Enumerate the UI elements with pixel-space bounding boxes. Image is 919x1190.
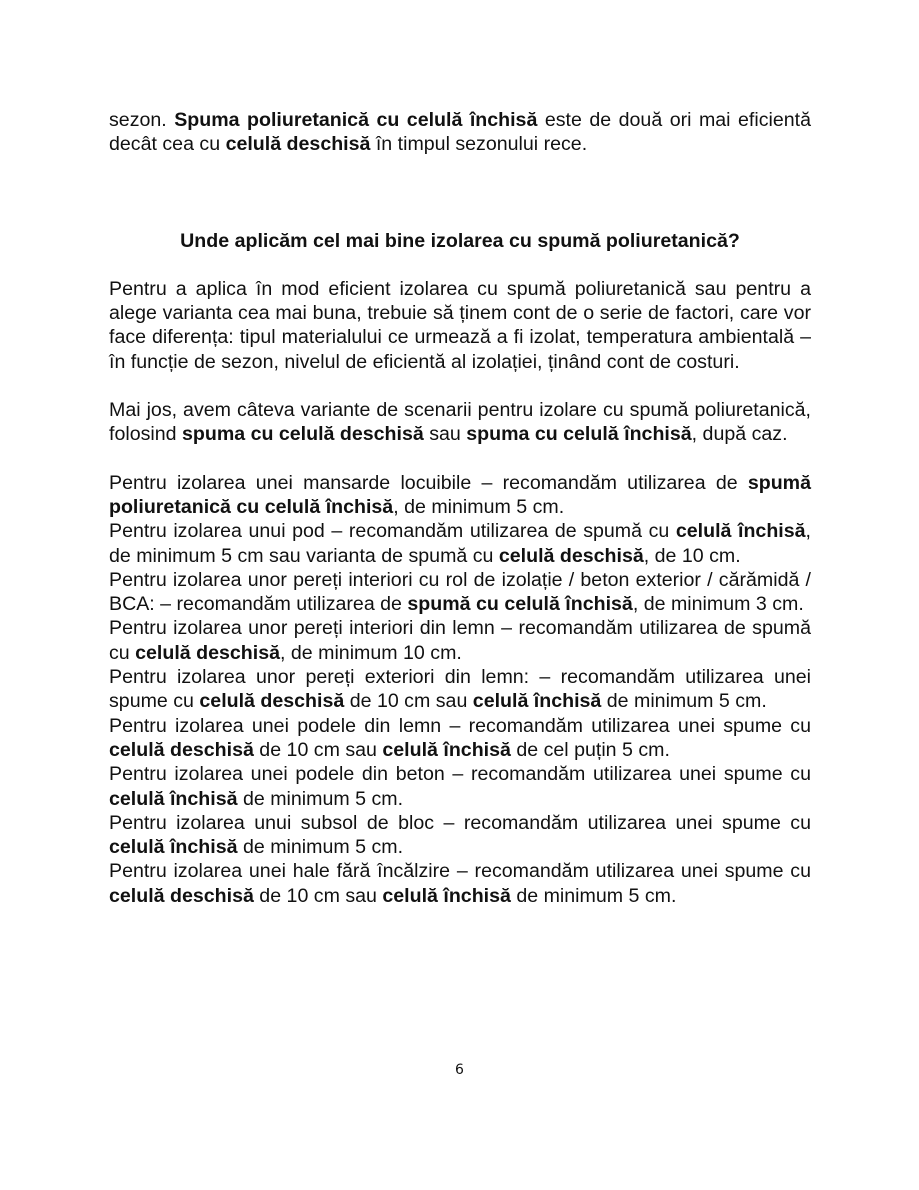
scenario-pereti-interiori-lemn — [109, 616, 811, 665]
text-run: de minimum 5 cm. — [510, 884, 677, 907]
text-run: de cel puțin 5 cm. — [510, 738, 670, 761]
text-run: Pentru izolarea unor pereți interiori cu rol de izolație / beton exterior / cărămidă / BCA: – recomandăm utilizarea de — [109, 568, 811, 616]
text-run: , de minimum 5 cm. — [393, 495, 565, 518]
bold-text-run: celulă închisă — [675, 520, 806, 543]
text-run: Pentru izolarea unui subsol de bloc – recomandăm utilizarea unei spume cu — [109, 811, 811, 834]
text-run: Pentru izolarea unei hale fără încălzire – recomandăm utilizarea unei spume cu — [109, 860, 811, 883]
text-run: , de minimum 3 cm. — [632, 593, 804, 616]
text-run: Pentru izolarea unor pereți exteriori din lemn: – recomandăm utilizarea unei spume cu — [109, 666, 811, 713]
scenario-mansarda — [109, 471, 811, 520]
bold-text-run: celulă deschisă — [225, 133, 371, 156]
text-run: , după caz. — [691, 423, 788, 446]
text-run: Pentru izolarea unor pereți interiori din lemn – recomandăm utilizarea de spumă cu — [109, 617, 811, 664]
text-run: de minimum 5 cm. — [601, 690, 767, 713]
intro-paragraph — [109, 108, 811, 157]
bold-text-run: spuma cu celulă deschisă — [181, 423, 424, 446]
factors-paragraph — [109, 277, 811, 374]
section-heading: Unde aplicăm cel mai bine izolarea cu spumă poliuretanică? — [180, 229, 740, 252]
scenario-subsol-bloc — [109, 811, 811, 860]
bold-text-run: celulă închisă — [109, 787, 238, 810]
text-run: de 10 cm sau — [253, 738, 383, 761]
bold-text-run: spuma cu celulă închisă — [466, 423, 692, 446]
text-run: Pentru izolarea unei mansarde locuibile – recomandăm utilizarea de — [109, 471, 748, 494]
bold-text-run: celulă închisă — [382, 884, 511, 907]
scenario-pereti-interiori-beton — [109, 568, 811, 617]
bold-text-run: celulă închisă — [109, 836, 238, 859]
text-run: de 10 cm sau — [344, 690, 473, 713]
scenario-hala — [109, 859, 811, 908]
bold-text-run: spumă poliuretanică cu celulă închisă — [109, 471, 811, 518]
bold-text-run: spumă cu celulă închisă — [407, 593, 633, 616]
scenario-pereti-exteriori-lemn — [109, 665, 811, 714]
scenario-podele-lemn — [109, 714, 811, 763]
text-run: sezon. — [109, 109, 175, 131]
bold-text-run: Spuma poliuretanică cu celulă închisă — [174, 109, 538, 131]
bold-text-run: celulă deschisă — [109, 738, 254, 761]
bold-text-run: celulă deschisă — [135, 641, 280, 664]
text-run: Mai jos, avem câteva variante de scenarii pentru izolare cu spumă poliuretanică, folosind — [109, 399, 811, 446]
text-run: Pentru izolarea unui pod – recomandăm utilizarea de spumă cu — [109, 520, 676, 543]
text-run: , de minimum 5 cm sau varianta de spumă cu — [109, 520, 811, 567]
text-run: , de minimum 10 cm. — [280, 641, 462, 664]
text-run: , de 10 cm. — [643, 544, 741, 567]
scenario-pod — [109, 519, 811, 568]
scenarios-intro-paragraph — [109, 398, 811, 447]
text-run: sau — [423, 423, 467, 446]
bold-text-run: celulă deschisă — [498, 544, 644, 567]
document-page — [109, 108, 811, 908]
text-run: Pentru izolarea unei podele din beton – recomandăm utilizarea unei spume cu — [109, 763, 811, 786]
page-number: 6 — [455, 1062, 464, 1078]
scenario-podele-beton — [109, 762, 811, 811]
text-run: de minimum 5 cm. — [237, 836, 404, 859]
text-run: în timpul sezonului rece. — [370, 133, 588, 156]
bold-text-run: celulă deschisă — [199, 690, 345, 713]
text-run: este de două ori mai eficientă decât cea cu — [109, 109, 811, 156]
text-run: de 10 cm sau — [253, 884, 383, 907]
bold-text-run: celulă închisă — [382, 738, 511, 761]
text-run: de minimum 5 cm. — [237, 787, 404, 810]
text-run: Pentru a aplica în mod eficient izolarea cu spumă poliuretanică sau pentru a alege varianta cea mai buna, trebuie să ținem cont de o serie de factori, care vor face diferența: tipul materialului ce urmează a fi izolat, temperatura ambientală – în funcție de sezon, nivelul de eficientă al izolației, ținând cont de costuri. — [109, 277, 811, 373]
bold-text-run: celulă deschisă — [109, 884, 254, 907]
bold-text-run: celulă închisă — [472, 690, 602, 713]
text-run: Pentru izolarea unei podele din lemn – recomandăm utilizarea unei spume cu — [109, 714, 811, 737]
